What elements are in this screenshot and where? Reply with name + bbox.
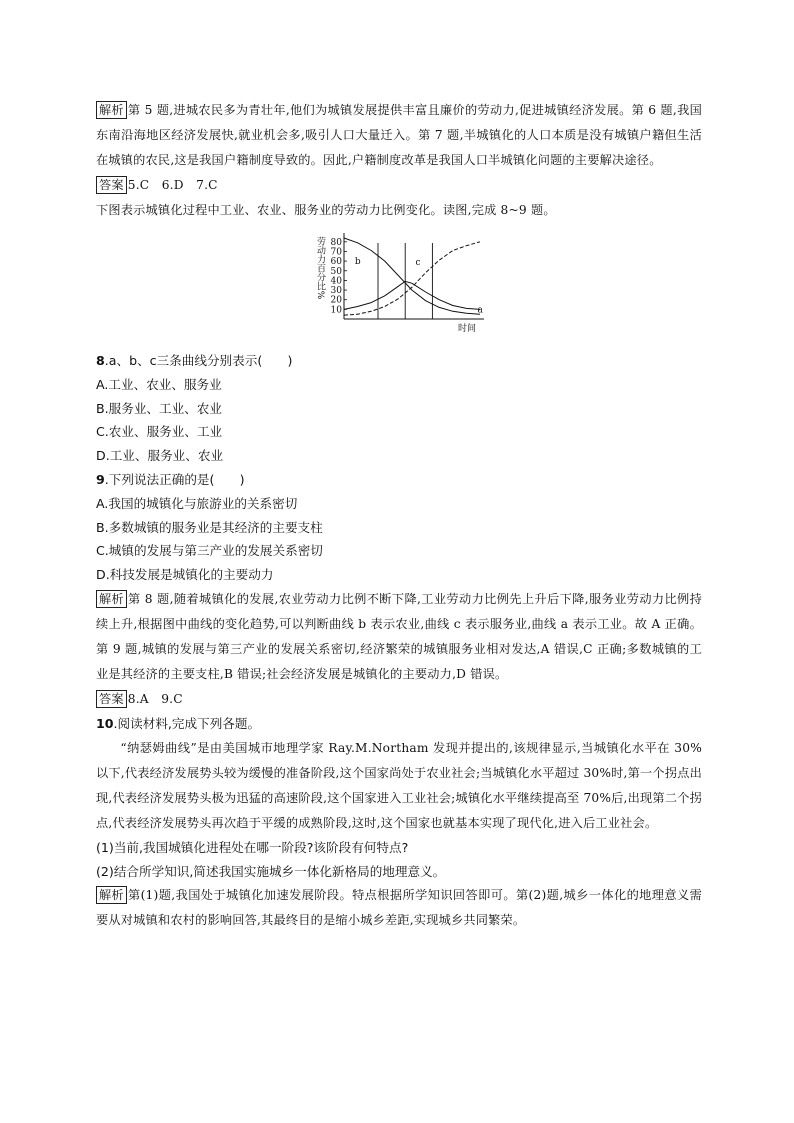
labor-chart-area [96,227,702,343]
q9-option-c: C.城镇的发展与第三产业的发展关系密切 [96,543,323,559]
y-tick-label: 60 [330,257,342,268]
series-label-a: a [477,305,483,316]
question-9: 9.下列说法正确的是( ) [96,471,245,487]
series-line-b [344,238,480,314]
q9-option-b: B.多数城镇的服务业是其经济的主要支柱 [96,519,323,535]
q10-sub2: (2)结合所学知识,简述我国实施城乡一体化新格局的地理意义。 [96,863,446,879]
analysis-tag: 解析 [96,101,127,119]
analysis-tag: 解析 [96,590,127,608]
y-axis-label: 劳动力百分比% [315,236,325,300]
series-line-a [344,281,480,309]
y-tick-label: 40 [330,276,342,287]
series-label-c: c [415,257,421,268]
answer-8-9: 答案 8.A 9.C [96,687,702,712]
y-tick-label: 10 [330,305,342,316]
analysis-8-9: 解析 第 8 题,随着城镇化的发展,农业劳动力比例不断下降,工业劳动力比例先上升后下降,服务业劳动力比例持续上升,根据图中曲线的变化趋势,可以判断曲线 b 表示农业,曲线 c 表示服务业,曲线 a 表示工业。故 A 正确。第 9 题,城镇的发展与第三产业的发展关系密切,经济繁荣的城镇服务业相对发达,A 错误,C 正确;多数城镇的工业是其经济的主要支柱,B 错误;社会经济发展是城镇化的主要动力,D 错误。 [96,591,702,681]
q8-option-a: A.工业、农业、服务业 [96,376,222,392]
answer-tag: 答案 [96,176,127,194]
analysis-5-7: 解析 第 5 题,进城农民多为青壮年,他们为城镇发展提供丰富且廉价的劳动力,促进城镇经济发展。第 6 题,我国东南沿海地区经济发展快,就业机会多,吸引人口大量迁入。第 7 题,半城镇化的人口本质是没有城镇户籍但生活在城镇的农民,这是我国户籍制度导致的。因此,户籍制度改革是我国人口半城镇化问题的主要解决途径。 [96,103,702,167]
q10-sub1: (1)当前,我国城镇化进程处在哪一阶段?该阶段有何特点? [96,839,409,855]
question-10: 10.阅读材料,完成下列各题。 [96,715,261,731]
x-axis-label: 时间 [458,324,477,334]
question-8: 8.a、b、c三条曲线分别表示( ) [96,353,293,368]
y-tick-label: 70 [330,247,342,258]
y-tick-label: 20 [330,295,342,306]
q8-option-d: D.工业、服务业、农业 [96,448,224,464]
y-tick-label: 30 [330,286,342,297]
q9-option-d: D.科技发展是城镇化的主要动力 [96,567,274,583]
q8-option-b: B.服务业、工业、农业 [96,400,222,416]
chart-intro: 下图表示城镇化过程中工业、农业、服务业的劳动力比例变化。读图,完成 8~9 题。 [96,203,556,217]
y-tick-label: 50 [330,266,342,277]
series-label-b: b [354,257,361,268]
y-tick-label: 80 [330,237,342,248]
analysis-tag: 解析 [96,886,127,904]
q9-option-a: A.我国的城镇化与旅游业的关系密切 [96,495,298,511]
worksheet-page [96,98,702,933]
analysis-10: 解析 第(1)题,我国处于城镇化加速发展阶段。特点根据所学知识回答即可。第(2)题,城乡一体化的地理意义需要从对城镇和农村的影响回答,其最终目的是缩小城乡差距,实现城乡共同繁荣。 [96,888,702,928]
labor-chart [312,227,492,343]
answer-5-7: 答案 5.C 6.D 7.C [96,173,702,198]
q8-option-c: C.农业、服务业、工业 [96,424,223,440]
answer-tag: 答案 [96,690,127,708]
q10-material: “纳瑟姆曲线”是由美国城市地理学家 Ray.M.Northam 发现并提出的,该规律显示,当城镇化水平在 30%以下,代表经济发展势头较为缓慢的准备阶段,这个国家尚处于农业社会;当城镇化水平超过 30%时,第一个拐点出现,代表经济发展势头极为迅猛的高速阶段,这个国家进入工业社会;城镇化水平继续提高至 70%后,出现第二个拐点,代表经济发展势头再次趋于平缓的成熟阶段,这时,这个国家也就基本实现了现代化,进入后工业社会。 [96,740,702,830]
